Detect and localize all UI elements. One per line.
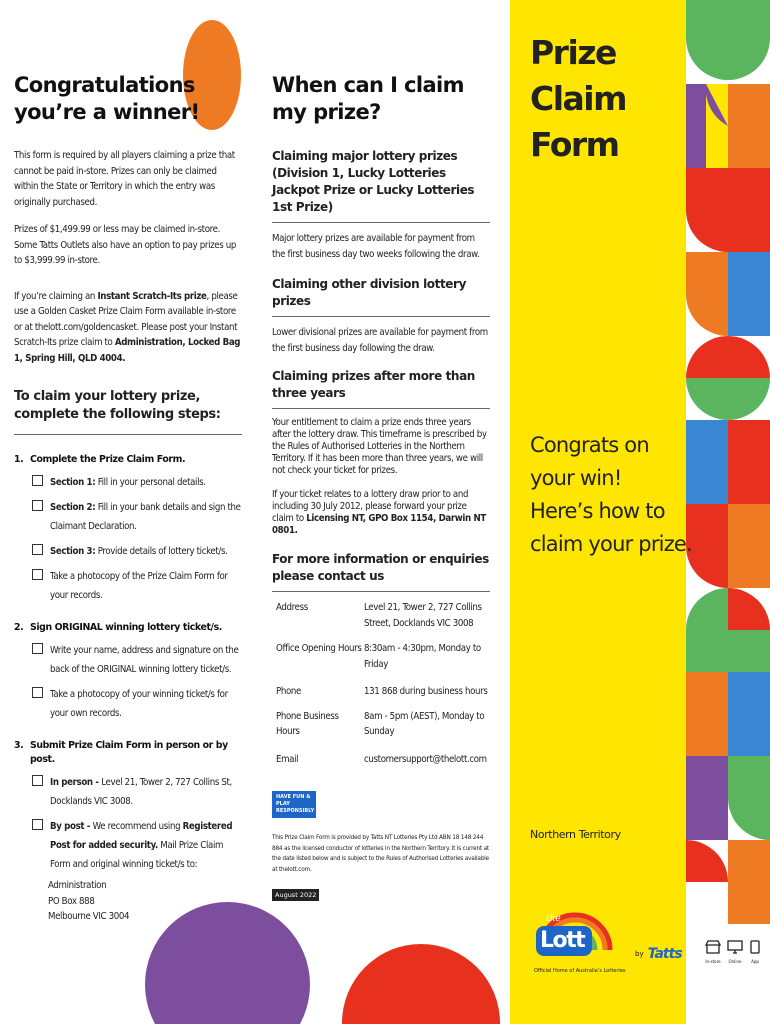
prior-draw-text — [272, 489, 490, 537]
channel-icons — [704, 940, 762, 964]
phone-icon — [750, 940, 760, 954]
step-1 — [14, 453, 242, 605]
checklist-item — [14, 685, 242, 723]
tatts-wordmark: Tatts — [647, 946, 682, 962]
middle-title — [272, 72, 490, 126]
step-2-title-row — [14, 621, 242, 635]
cover-title-line2: Claim — [530, 79, 626, 118]
checkbox[interactable] — [32, 500, 43, 511]
contact-table — [272, 600, 490, 767]
play-responsibly-badge: HAVE FUN & PLAY RESPONSIBLY — [272, 791, 316, 818]
other-prizes-text: Lower divisional prizes are available for payment from the first business day following the draw. — [272, 327, 488, 354]
cover-tagline — [530, 429, 692, 561]
checklist-text: Take a photocopy of the Prize Claim Form for your records. — [50, 571, 228, 601]
in-person-label: In person - — [50, 777, 102, 788]
the-lott-logo — [532, 880, 626, 976]
step-1-number: 1. — [14, 454, 24, 465]
step-3 — [14, 739, 242, 925]
checklist-item — [14, 498, 242, 536]
licensing-address: Licensing NT, GPO Box 1154, Darwin NT 0801. — [272, 513, 486, 536]
section-label: Section 1: — [50, 477, 96, 488]
postal-address — [14, 878, 242, 925]
online-channel — [726, 940, 744, 964]
checklist-item — [14, 773, 242, 811]
by-label: by — [635, 950, 644, 958]
postal-address-line1: Administration — [48, 880, 107, 891]
checkbox[interactable] — [32, 775, 43, 786]
contact-heading: For more information or enquiries please contact us — [272, 551, 490, 592]
scratchits-text-b: Instant Scratch-Its prize — [97, 290, 207, 302]
contact-row — [276, 641, 490, 672]
contact-label: Email — [276, 753, 299, 765]
contact-label: Phone Business Hours — [276, 710, 339, 737]
email-link[interactable]: customersupport@thelott.com — [364, 753, 487, 765]
left-title — [14, 72, 242, 126]
left-panel — [14, 72, 242, 925]
left-title-line1: Congratulations — [14, 73, 195, 97]
checklist-text-body: Fill in your bank details and sign the Claimant Declaration. — [50, 502, 241, 532]
contact-label: Address — [276, 602, 308, 613]
online-label: Online — [728, 959, 742, 964]
contact-row — [276, 752, 490, 768]
cover-tagline-line2: your win! — [530, 466, 622, 490]
step-2-title: Sign ORIGINAL winning lottery ticket/s. — [30, 622, 222, 633]
checklist-text — [50, 498, 242, 536]
checklist-text — [50, 817, 242, 874]
app-channel — [748, 940, 762, 964]
checkbox[interactable] — [32, 475, 43, 486]
step-3-number: 3. — [14, 740, 24, 751]
prior-draw-text-a: If your ticket relates to a lottery draw prior to and including 30 July 2012, please forward your prize claim to — [272, 489, 469, 524]
checklist-item — [14, 473, 242, 492]
checklist-text — [50, 542, 228, 561]
other-prizes-heading: Claiming other division lottery prizes — [272, 276, 490, 317]
contact-row — [276, 684, 490, 700]
postal-address-line2: PO Box 888 — [48, 895, 95, 907]
rainbow-arc-icon — [532, 880, 618, 966]
step-3-title-row — [14, 739, 242, 767]
contact-value: Level 21, Tower 2, 727 Collins Street, Docklands VIC 3008 — [364, 602, 482, 629]
checklist-item — [14, 817, 242, 874]
cover-title-line3: Form — [530, 125, 619, 164]
checklist-item — [14, 641, 242, 679]
logo-lott: Lott — [540, 928, 585, 953]
territory-label: Northern Territory — [530, 828, 621, 841]
cover-title-line1: Prize — [530, 33, 616, 72]
checklist-text-body: Mail Prize Claim Form and original winning ticket/s to: — [50, 840, 224, 870]
cover-title — [530, 30, 626, 168]
checklist-text — [50, 473, 206, 492]
scratchits-paragraph — [14, 289, 242, 367]
geometric-pattern — [686, 0, 770, 1024]
legal-footer: This Prize Claim Form is provided by Tatts NT Lotteries Pty Ltd ABN 18 148 244 884 as the licensed conductor of lotteries in the Northern Territory. It is current at the date listed below and is subject to the Rules of Authorised Lotteries available at thelott.com. — [272, 833, 489, 873]
steps-heading-line2: complete the following steps: — [14, 407, 221, 422]
after-three-years-heading: Claiming prizes after more than three years — [272, 368, 490, 409]
major-prizes-text: Major lottery prizes are available for payment from the first business day two weeks following the draw. — [272, 233, 480, 260]
step-1-title-row — [14, 453, 242, 467]
app-label: App — [751, 959, 759, 964]
checklist-text-body: Provide details of lottery ticket/s. — [95, 546, 228, 557]
steps-heading-line1: To claim your lottery prize, — [14, 389, 200, 404]
checklist-text: Write your name, address and signature on the back of the ORIGINAL winning lottery ticket/s. — [50, 645, 239, 675]
postal-address-line3: Melbourne VIC 3004 — [48, 911, 130, 922]
instore-limit-line2: Some Tatts Outlets also have an option to pay prizes up to $3,999.99 in-store. — [14, 239, 237, 266]
contact-label: Office Opening Hours — [276, 643, 362, 654]
logo-caption: Official Home of Australia’s Lotteries — [534, 968, 626, 974]
scratchits-text-a: If you’re claiming an — [14, 290, 98, 302]
middle-panel — [272, 72, 490, 902]
checklist-text-body: Level 21, Tower 2, 727 Collins St, Docklands VIC 3008. — [50, 777, 232, 807]
geometric-pattern-svg — [686, 0, 770, 1024]
instore-limit-line1: Prizes of $1,499.99 or less may be claimed in-store. — [14, 224, 220, 235]
step-2 — [14, 621, 242, 723]
checklist-item — [14, 542, 242, 561]
cover-tagline-line4: claim your prize. — [530, 532, 692, 556]
by-post-label: By post - — [50, 821, 93, 832]
section-label: Section 3: — [50, 546, 96, 557]
step-1-title: Complete the Prize Claim Form. — [30, 454, 186, 465]
contact-row — [276, 600, 490, 631]
section-label: Section 2: — [50, 502, 96, 513]
checklist-text: Take a photocopy of your winning ticket/s for your own records. — [50, 689, 228, 719]
checkbox[interactable] — [32, 819, 43, 830]
major-prizes-heading: Claiming major lottery prizes (Division 1, Lucky Lotteries Jackpot Prize or Lucky Lotteries 1st Prize) — [272, 148, 490, 223]
checklist-text — [50, 773, 242, 811]
step-2-number: 2. — [14, 622, 24, 633]
contact-value: 131 868 during business hours — [364, 686, 488, 697]
play-responsibly-wrap — [272, 791, 490, 818]
step-3-title: Submit Prize Claim Form in person or by post. — [30, 740, 228, 765]
checklist-text-body: Fill in your personal details. — [95, 477, 206, 488]
instore-label: In-store — [705, 959, 721, 964]
checklist-item — [14, 567, 242, 605]
logo-the: the — [546, 914, 561, 924]
steps-heading — [14, 388, 242, 435]
scratchits-text-c: , please use a Golden Casket Prize Claim Form available in-store or at thelott.com/goldencasket. Please post your Instant Scratch-Its prize claim to — [14, 290, 238, 348]
contact-label: Phone — [276, 686, 301, 697]
contact-value: 8:30am - 4:30pm, Monday to Friday — [364, 643, 481, 670]
middle-title-line2: my prize? — [272, 100, 381, 124]
registered-post-label: Registered Post for added security. — [50, 821, 233, 851]
checkbox[interactable] — [32, 643, 43, 654]
cover-tagline-line3: Here’s how to — [530, 499, 665, 523]
left-title-line2: you’re a winner! — [14, 100, 200, 124]
decorative-red-circle — [342, 944, 500, 1024]
date-badge: August 2022 — [272, 889, 319, 901]
checkbox[interactable] — [32, 544, 43, 555]
checkbox[interactable] — [32, 687, 43, 698]
middle-title-line1: When can I claim — [272, 73, 464, 97]
instore-limit-paragraph — [14, 222, 242, 269]
intro-paragraph: This form is required by all players claiming a prize that cannot be paid in-store. Prizes can only be claimed within the State or Territory in which the entry was originally purchased. — [14, 150, 235, 208]
store-icon — [705, 940, 721, 954]
monitor-icon — [727, 940, 743, 954]
cover-tagline-line1: Congrats on — [530, 433, 649, 457]
after-three-years-text: Your entitlement to claim a prize ends three years after the lottery draw. This timeframe is prescribed by the Rules of Authorised Lotteries in the Northern Territory. If it has been more than three years, we will not check your ticket for prizes. — [272, 417, 487, 476]
date-wrap — [272, 884, 490, 902]
checklist-text-body: We recommend using — [92, 821, 183, 832]
instore-channel — [704, 940, 722, 964]
scratchits-address: Administration, Locked Bag 1, Spring Hill, QLD 4004. — [14, 337, 241, 364]
contact-row — [276, 709, 490, 740]
checkbox[interactable] — [32, 569, 43, 580]
contact-value: 8am - 5pm (AEST), Monday to Sunday — [364, 710, 485, 737]
tatts-logo — [635, 946, 682, 962]
